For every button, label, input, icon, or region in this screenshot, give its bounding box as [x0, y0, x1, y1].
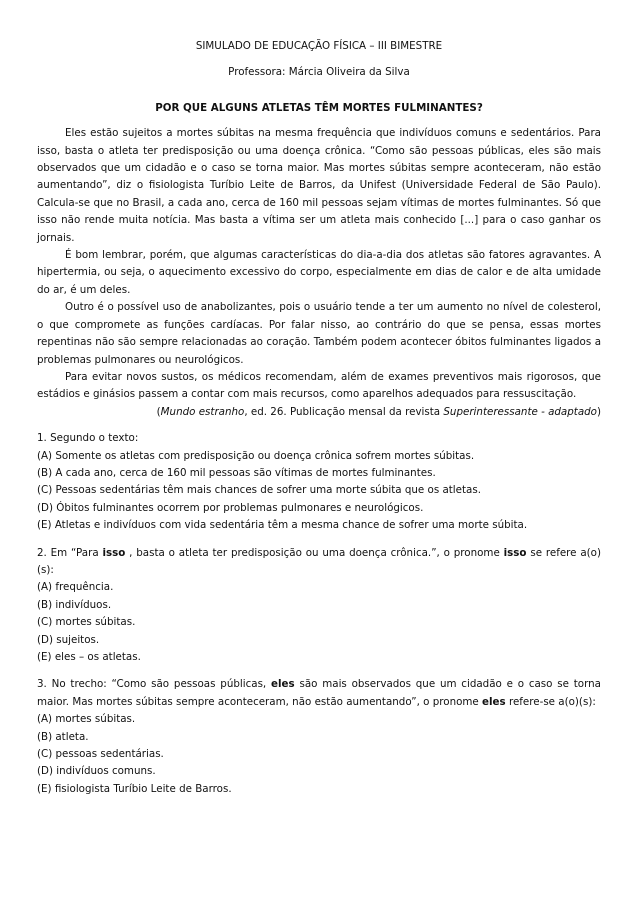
question-2	[37, 545, 601, 667]
answer-option: (D) Óbitos fulminantes ocorrem por problemas pulmonares e neurológicos.	[37, 501, 424, 514]
article-title: POR QUE ALGUNS ATLETAS TÊM MORTES FULMINANTES?	[155, 101, 483, 114]
article-source	[37, 404, 601, 421]
answer-option: (A) frequência.	[37, 581, 114, 594]
stem-keyword: eles	[271, 678, 295, 691]
question-3	[37, 676, 601, 798]
stem-text: se refere a(o)(s):	[37, 546, 601, 576]
source-publication: Superinteressante - adaptado	[443, 405, 597, 418]
answer-option: (A) Somente os atletas com predisposição ou doença crônica sofrem mortes súbitas.	[37, 449, 475, 462]
stem-text: , basta o atleta ter predisposição ou uma doença crônica.”, o pronome	[125, 546, 504, 559]
answer-option: (B) atleta.	[37, 730, 89, 743]
source-magazine: Mundo estranho	[160, 405, 245, 418]
answer-option: (C) Pessoas sedentárias têm mais chances de sofrer uma morte súbita que os atletas.	[37, 484, 481, 497]
question-stem: 1. Segundo o texto:	[37, 432, 139, 445]
stem-keyword: isso	[102, 546, 126, 559]
teacher-name: Professora: Márcia Oliveira da Silva	[228, 66, 410, 79]
stem-keyword: eles	[482, 695, 506, 708]
answer-option: (B) A cada ano, cerca de 160 mil pessoas são vítimas de mortes fulminantes.	[37, 466, 436, 479]
stem-text: são mais observados que um cidadão e o caso se torna maior. Mas mortes súbitas sempre aconteceram, não estão aumentando”, o pronome	[37, 678, 601, 708]
answer-option: (C) mortes súbitas.	[37, 616, 136, 629]
answer-option: (B) indivíduos.	[37, 598, 112, 611]
article-body	[37, 125, 601, 421]
stem-text: 2. Em “Para	[37, 546, 103, 559]
source-close: )	[596, 405, 601, 418]
question-1	[37, 430, 601, 534]
article-paragraph: Para evitar novos sustos, os médicos recomendam, além de exames preventivos mais rigorosos, que estádios e ginásios passem a contar com mais recursos, como aparelhos adequados para ressuscitação.	[37, 370, 601, 401]
stem-text: refere-se a(o)(s):	[505, 695, 596, 708]
answer-option: (D) sujeitos.	[37, 633, 100, 646]
stem-keyword: isso	[503, 546, 527, 559]
question-stem	[37, 545, 601, 580]
answer-option: (D) indivíduos comuns.	[37, 765, 156, 778]
article-paragraph: É bom lembrar, porém, que algumas características do dia-a-dia dos atletas são fatores agravantes. A hipertermia, ou seja, o aquecimento excessivo do corpo, especialmente em dias de calor e de alta umidade do ar, é um deles.	[37, 249, 601, 296]
answer-option: (E) eles – os atletas.	[37, 651, 141, 663]
question-stem	[37, 676, 601, 711]
source-open: (	[156, 405, 161, 418]
source-middle: , ed. 26. Publicação mensal da revista	[244, 405, 444, 418]
stem-text: 3. No trecho: “Como são pessoas públicas,	[37, 678, 272, 691]
document-header-title: SIMULADO DE EDUCAÇÃO FÍSICA – III BIMESTRE	[195, 40, 443, 52]
article-paragraph: Outro é o possível uso de anabolizantes, pois o usuário tende a ter um aumento no nível de colesterol, o que compromete as funções cardíacas. Por falar nisso, ao contrário do que se pensa, essas mortes repentinas não são sempre relacionadas ao coração. Também podem acontecer óbitos fulminantes ligados a problemas pulmonares ou neurológicos.	[37, 301, 601, 366]
article-paragraph: Eles estão sujeitos a mortes súbitas na mesma frequência que indivíduos comuns e sedentários. Para isso, basta o atleta ter predisposição ou uma doença crônica. “Como são pessoas públicas, eles são mais observados que um cidadão e o caso se torna maior. Mas mortes súbitas sempre aconteceram, não estão aumentando”, diz o fisiologista Turíbio Leite de Barros, da Unifest (Universidade Federal de São Paulo). Calcula-se que no Brasil, a cada ano, cerca de 160 mil pessoas sejam vítimas de mortes fulminantes. Só que isso não rende muita notícia. Mas basta a vítima ser um atleta mais conhecido [...] para o caso ganhar os jornais.	[37, 127, 601, 244]
answer-option: (E) fisiologista Turíbio Leite de Barros.	[37, 782, 232, 795]
answer-option: (E) Atletas e indivíduos com vida sedentária têm a mesma chance de sofrer uma morte súbita.	[37, 519, 528, 532]
answer-option: (C) pessoas sedentárias.	[37, 748, 164, 761]
answer-option: (A) mortes súbitas.	[37, 713, 136, 726]
